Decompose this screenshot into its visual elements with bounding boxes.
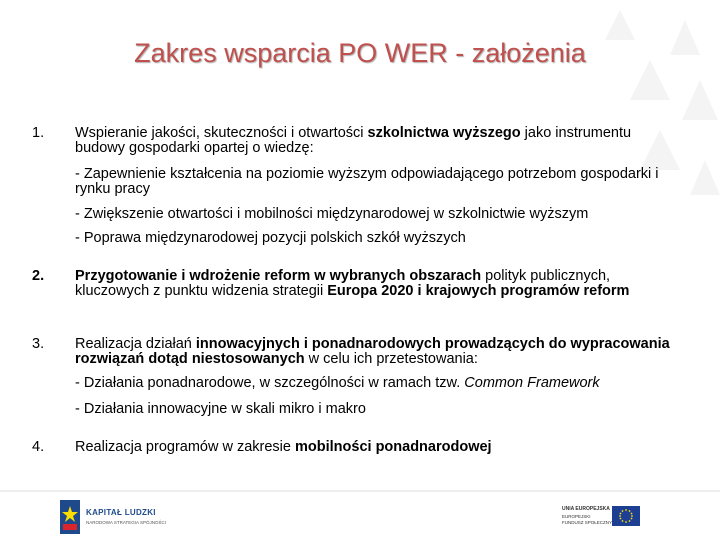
sub-item: - Zwiększenie otwartości i mobilności międzynarodowej w szkolnictwie wyższym — [75, 206, 589, 222]
item-number: 4. — [32, 439, 45, 455]
sub-item: - Zapewnienie kształcenia na poziomie wyższym odpowiadającego potrzebom gospodarki i rynku pracy — [75, 166, 659, 197]
sub-item: - Działania innowacyjne w skali mikro i makro — [75, 401, 366, 417]
item-number: 3. — [32, 336, 45, 352]
sub-item: - Poprawa międzynarodowej pozycji polskich szkół wyższych — [75, 230, 466, 246]
kapital-ludzki-logo — [60, 500, 170, 534]
eu-flag-icon — [612, 506, 640, 526]
ue-line2: EUROPEJSKI — [562, 514, 591, 519]
kl-logo-title: KAPITAŁ LUDZKI — [86, 508, 156, 517]
sub-item: - Działania ponadnarodowe, w szczególności w ramach tzw. Common Framework — [75, 375, 600, 391]
kl-logo-subtitle: NARODOWA STRATEGIA SPÓJNOŚCI — [86, 520, 167, 525]
item-text: Wspieranie jakości, skuteczności i otwartości szkolnictwa wyższego jako instrumentu budowy gospodarki opartej o wiedzę: — [75, 125, 632, 156]
footer-divider — [0, 490, 720, 492]
item-number: 2. — [32, 268, 45, 284]
ue-line1: UNIA EUROPEJSKA — [562, 506, 610, 512]
ue-line3: FUNDUSZ SPOŁECZNY — [562, 520, 613, 525]
item-text: Realizacja działań innowacyjnych i ponadnarodowych prowadzących do wypracowania rozwiązań dotąd niestosowanych w celu ich przetestowania: — [75, 336, 670, 367]
slide-title: Zakres wsparcia PO WER - założenia — [134, 38, 586, 68]
item-number: 1. — [32, 125, 45, 141]
item-text: Przygotowanie i wdrożenie reform w wybranych obszarach polityk publicznych, kluczowych z punktu widzenia strategii Europa 2020 i krajowych programów reform — [75, 268, 630, 299]
kapital-ludzki-emblem-icon — [60, 500, 80, 534]
item-text: Realizacja programów w zakresie mobilności ponadnarodowej — [75, 439, 492, 455]
decorative-star-pattern — [590, 0, 720, 240]
footer — [0, 490, 720, 540]
